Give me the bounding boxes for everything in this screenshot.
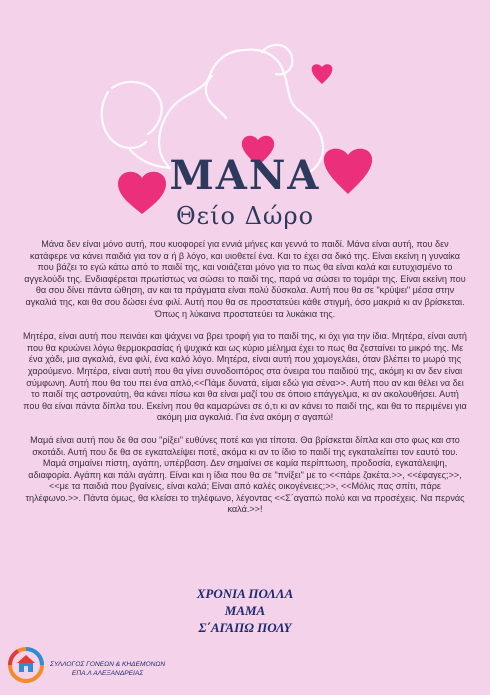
association-logo-icon: [6, 645, 46, 685]
page-title: ΜΑΝΑ: [169, 152, 321, 199]
body-text: [22, 239, 468, 527]
closing-greeting: [0, 585, 490, 636]
closing-line: ΧΡΟΝΙΑ ΠΟΛΛΑ: [196, 586, 294, 601]
heart-icon: [312, 64, 333, 84]
org-line: ΣΥΛΛΟΓΟΣ ΓΟΝΕΩΝ & ΚΗΔΕΜΟΝΩΝ: [50, 661, 166, 668]
paragraph: Μητέρα, είναι αυτή που πεινάει και ψάχνει να βρει τροφή για το παιδί της, κι όχι για την ίδια. Μητέρα, είναι αυτή που θα κρυώνει λόγω θερμοκρασίας ή ψυχικά και ως κύριο μέλημα έχει το πως θα ζεσταίνει το μικρό της. Με ένα χάδι, μια αγκαλιά, ένα φιλί, ένα καλό λόγο. Μητέρα, είναι αυτή που χαμογελάει, όταν βλέπει το μωρό της χαρούμενο. Μητέρα, είναι αυτή που θα γίνει συνοδοιπόρος στα όνειρα του παιδιού της, ακόμη κι αν δεν είναι σύμφωνη. Αυτή που θα του πει ένα απλό,<<Πάμε δυνατά, είμαι εδώ για σένα>>. Αυτή που αν και θέλει να δει το παιδί της αστροναύτη, θα κάνει πίσω και θα είναι μαζί του σε όποιο επάγγελμα, κι αν ακολουθήσει. Αυτή που θα είναι πάντα δίπλα του. Εκείνη που θα καμαρώνει σε ό,τι κι αν κάνει το παιδί της, και θα το περιμένει για ακόμη μια αγκαλιά. Για ένα ακόμη σ αγαπώ!: [23, 331, 467, 423]
org-line: ΕΠΑ.Λ ΑΛΕΞΑΝΔΡΕΙΑΣ: [71, 670, 144, 677]
closing-line: ΜΑΜΑ: [224, 603, 266, 618]
association-name: [50, 660, 165, 678]
paragraph: Μαμά είναι αυτή που δε θα σου "ρίξει" ευθύνες ποτέ και για τίποτα. Θα βρίσκεται δίπλα και στο φως και στο σκοτάδι. Αυτή που δε θα σε εγκαταλείψει ποτέ, ακόμα κι αν το ίδιο το παιδί της εγκαταλείπει τον εαυτό του. Μαμά σημαίνει πίστη, αγάπη, υπέρβαση. Δεν σημαίνει σε καμία περίπτωση, προδοσία, εγκατάλειψη, αδιαφορία. Αγάπη και πάλι αγάπη. Είναι και η ίδια που θα σε "πνίξει" με το <<πάρε ζακέτα.>>, <<έφαγες;>>, <<με τα παιδιά που βγαίνεις, είναι καλά; Είναι από καλές οικογένειες;>>, <<Μόλις πας σπίτι, πάρε τηλέφωνο.>>. Πάντα όμως, θα κλείσει το τηλέφωνο, λέγοντας <<Σ΄αγαπώ πολύ και να προσέχεις. Να περνάς καλά.>>!: [25, 434, 465, 515]
closing-line: Σ΄ΑΓΑΠΩ ΠΟΛΥ: [198, 620, 292, 635]
page-subtitle: Θείο Δώρο: [175, 202, 315, 230]
paragraph: Μάνα δεν είναι μόνο αυτή, που κυοφορεί για εννιά μήνες και γεννά το παιδί. Μάνα είναι αυτή, που δεν κατάφερε να κάνει παιδιά για τον α ή β λόγο, και υιοθετεί ένα. Και το έχει σα δικό της. Είναι εκείνη η γυναίκα που βάζει το εγώ κάτω από το παιδί της, και νοιάζεται μόνο για το πως θα είναι καλά και ευτυχισμένο το αγγελούδι της. Ενδιαφέρεται πρωτίστως να σώσει το παιδί της, παρά να σώσει το τομάρι της. Είναι εκείνη που θα σου δίνει πάντα ώθηση, αν και τα πράγματα είναι πολύ δύσκολα. Αυτή που θα σε "κρύψει" μέσα στην αγκαλιά της, και θα σου δώσει ένα φιλί. Αυτή που θα σε προστατεύει κάθε στιγμή, όσο μακριά κι αν βρίσκεται. Όπως η λύκαινα προστατεύει τα λυκάκια της.: [24, 239, 466, 319]
